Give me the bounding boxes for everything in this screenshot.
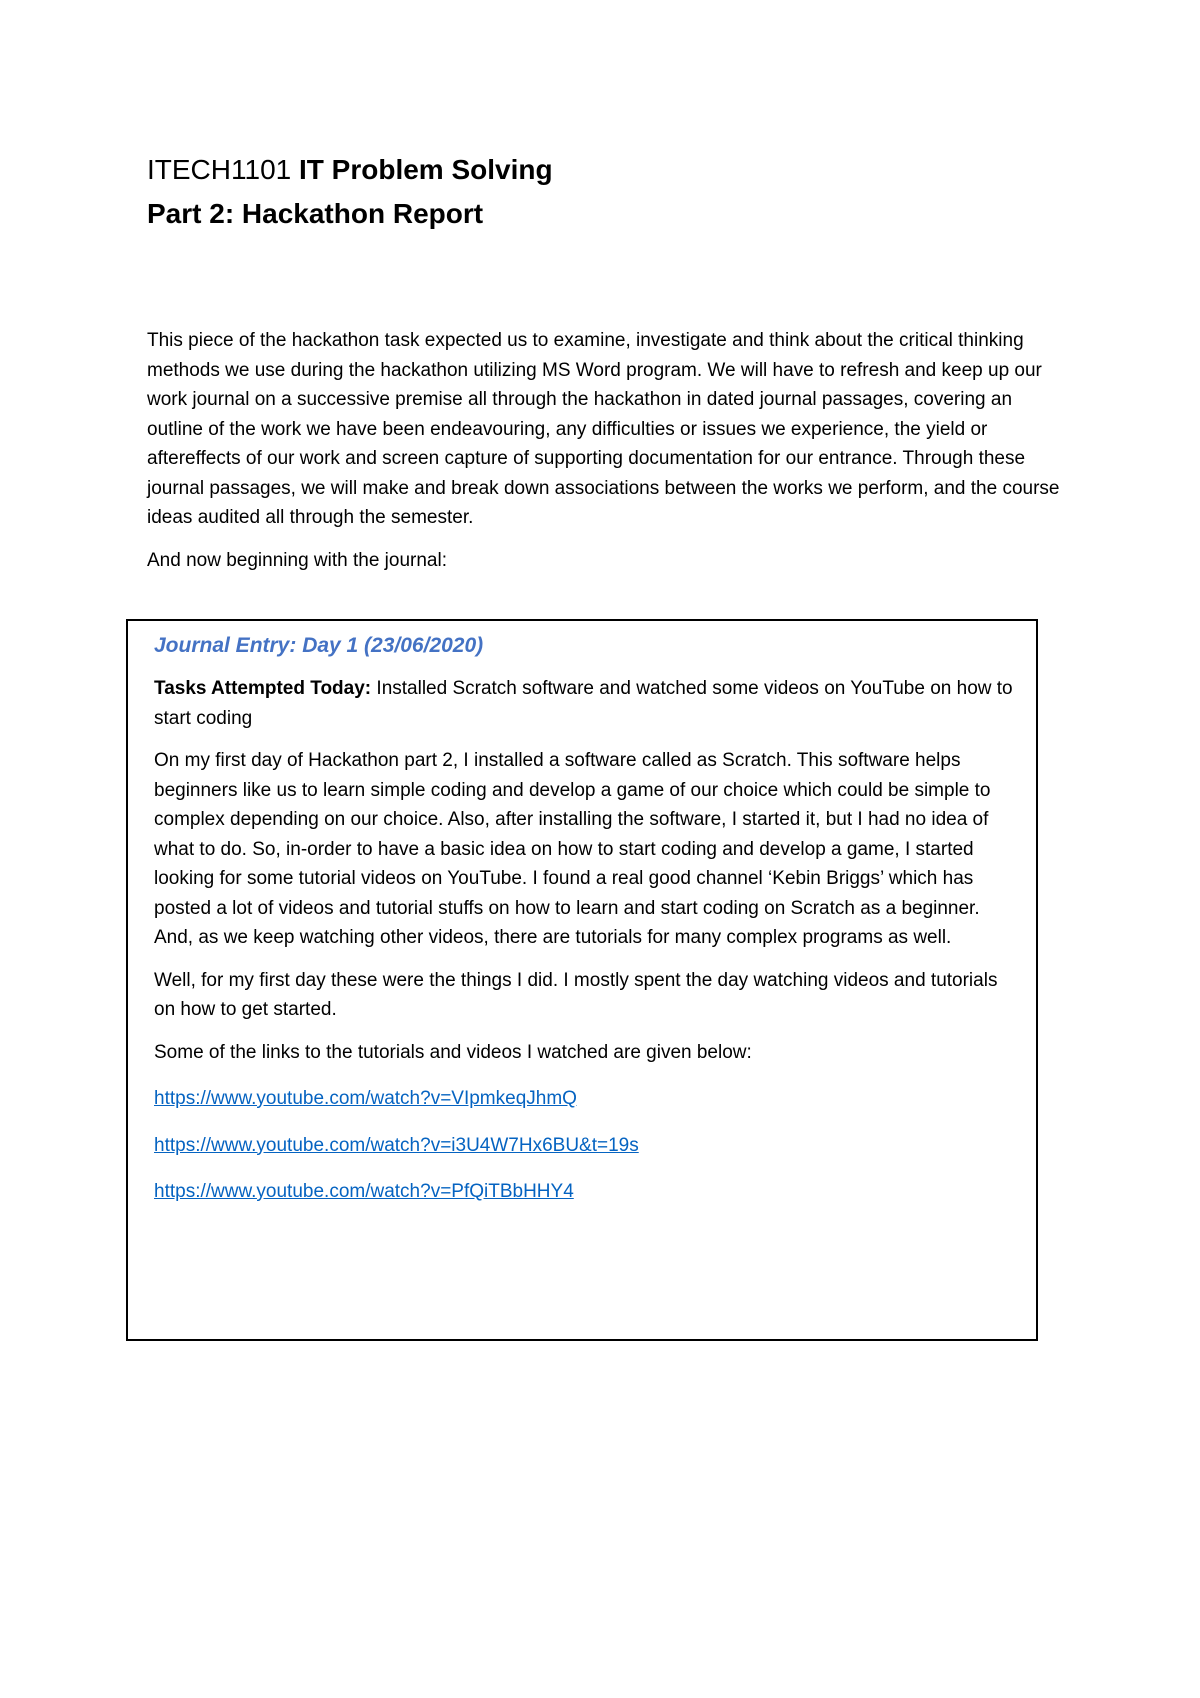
journal-paragraph-2: Well, for my first day these were the things I did. I mostly spent the day watching videos and tutorials on how to get started. xyxy=(154,969,998,1020)
intro-lead: And now beginning with the journal: xyxy=(147,549,447,571)
journal-entry-box xyxy=(126,619,1038,1341)
journal-entry-content xyxy=(154,631,1014,1224)
tasks-label: Tasks Attempted Today: xyxy=(154,678,372,699)
links-intro: Some of the links to the tutorials and videos I watched are given below: xyxy=(154,1041,752,1063)
intro-section xyxy=(147,326,1067,588)
journal-paragraph-1: On my first day of Hackathon part 2, I installed a software called as Scratch. This software helps beginners like us to learn simple coding and develop a game of our choice which could be simple to complex depending on our choice. Also, after installing the software, I started it, but I had no idea of what to do. So, in-order to have a basic idea on how to start coding and develop a game, I started looking for some tutorial videos on YouTube. I found a real good channel ‘Kebin Briggs’ which has posted a lot of videos and tutorial stuffs on how to learn and start coding on Scratch as a beginner. And, as we keep watching other videos, there are tutorials for many complex programs as well. xyxy=(154,750,991,948)
course-name: IT Problem Solving xyxy=(299,154,553,185)
tutorial-link-2[interactable]: https://www.youtube.com/watch?v=i3U4W7Hx6BU&t=19s xyxy=(154,1134,639,1156)
tutorial-link-3[interactable]: https://www.youtube.com/watch?v=PfQiTBbHHY4 xyxy=(154,1181,574,1202)
document-title-block xyxy=(147,148,1047,236)
report-title: Part 2: Hackathon Report xyxy=(147,198,484,229)
journal-entry-heading: Journal Entry: Day 1 (23/06/2020) xyxy=(154,634,484,657)
intro-paragraph: This piece of the hackathon task expected us to examine, investigate and think about the critical thinking methods we use during the hackathon utilizing MS Word program. We will have to refresh and keep up our work journal on a successive premise all through the hackathon in dated journal passages, covering an outline of the work we have been endeavouring, any difficulties or issues we experience, the yield or aftereffects of our work and screen capture of supporting documentation for our entrance. Through these journal passages, we will make and break down associations between the works we perform, and the course ideas audited all through the semester. xyxy=(147,330,1060,528)
tasks-attempted xyxy=(154,674,1014,733)
course-title xyxy=(147,148,1047,192)
tutorial-link-1[interactable]: https://www.youtube.com/watch?v=VIpmkeqJhmQ xyxy=(154,1088,577,1109)
tasks-text: Installed Scratch software and watched some videos on YouTube on how to start coding xyxy=(154,678,1013,729)
course-code: ITECH1101 xyxy=(147,154,299,185)
